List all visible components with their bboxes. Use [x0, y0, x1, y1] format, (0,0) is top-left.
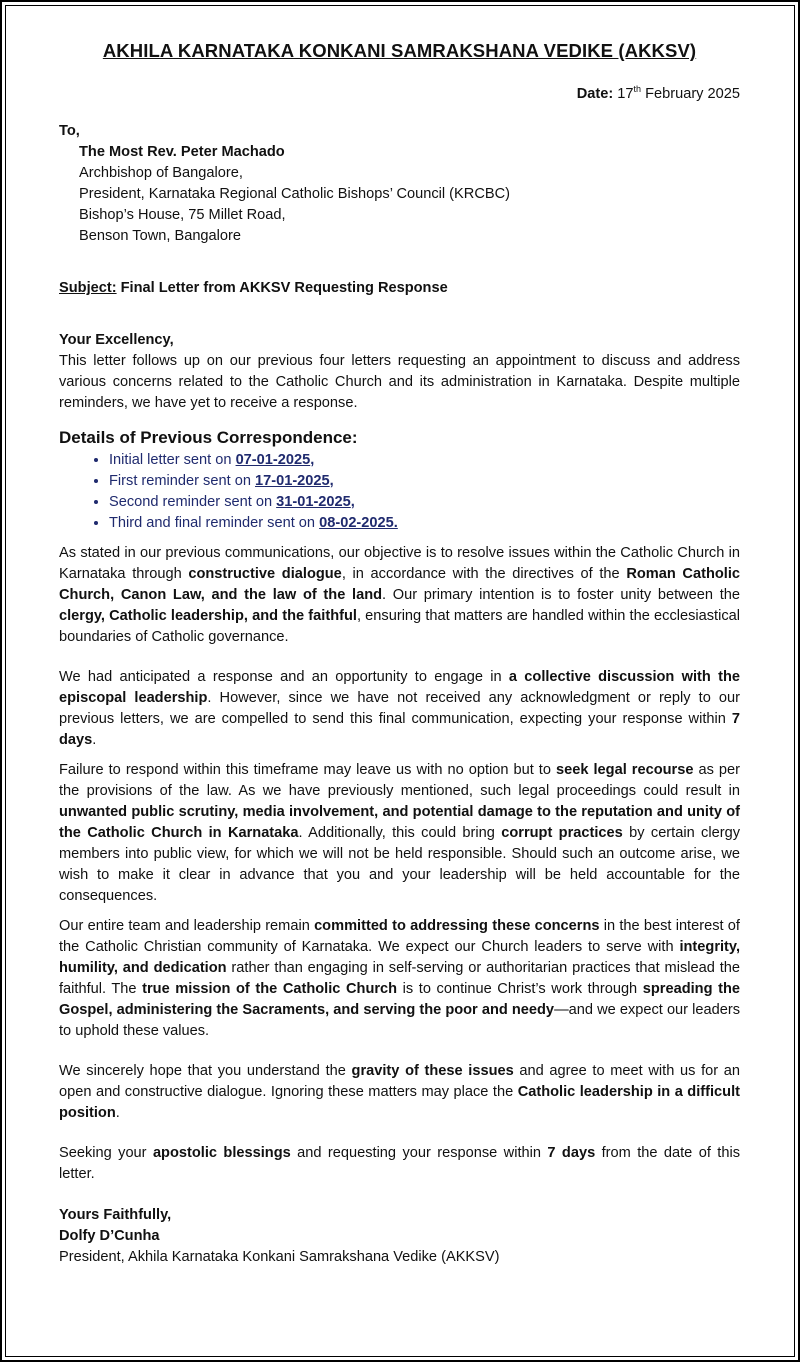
letter-body: [59, 38, 740, 1268]
correspondence-list: [59, 450, 740, 534]
date-day: 17: [617, 86, 634, 102]
correspondence-date: 17-01-2025: [255, 473, 330, 489]
paragraph-blessings: Seeking your apostolic blessings and requesting your response within 7 days from the date of this letter.: [59, 1145, 740, 1182]
paragraph-gravity: We sincerely hope that you understand the gravity of these issues and agree to meet with us for an open and constructive dialogue. Ignoring these matters may place the Catholic leadership in a difficult position.: [59, 1063, 741, 1121]
list-item: • Third and final reminder sent on 08-02-2025.: [109, 513, 740, 534]
sign-off: Yours Faithfully,: [59, 1207, 172, 1223]
paragraph-legal-recourse: Failure to respond within this timeframe may leave us with no option but to seek legal recourse as per the provisions of the law. As we have previously mentioned, such legal proceedings could result in unwanted public scrutiny, media involvement, and potential damage to the reputation and unity of the Catholic Church in Karnataka. Additionally, this could bring corrupt practices by certain clergy members into public view, for which we will not be held responsible. Should such an outcome arise, we wish to make it clear in advance that you and your leadership will be held accountable for the consequences.: [59, 762, 740, 904]
to-label: To,: [59, 123, 80, 139]
subject-line: [59, 278, 740, 299]
recipient-line-4: Benson Town, Bangalore: [79, 228, 241, 244]
recipient-block: [59, 121, 740, 247]
recipient-line-3: Bishop’s House, 75 Millet Road,: [79, 207, 286, 223]
recipient-line-1: Archbishop of Bangalore,: [79, 165, 243, 181]
letter-date: [59, 84, 740, 105]
correspondence-date: 31-01-2025: [276, 494, 351, 510]
correspondence-date: 08-02-2025.: [319, 515, 398, 531]
date-day-suffix: th: [633, 84, 642, 95]
date-rest: February 2025: [645, 86, 740, 102]
correspondence-date: 07-01-2025: [235, 452, 311, 468]
salutation: Your Excellency,: [59, 332, 174, 348]
date-label: Date:: [576, 86, 614, 102]
correspondence-heading: Details of Previous Correspondence:: [59, 428, 358, 447]
recipient-name: The Most Rev. Peter Machado: [79, 144, 285, 160]
recipient-line-2: President, Karnataka Regional Catholic Bishops’ Council (KRCBC): [79, 186, 510, 202]
signatory-name: Dolfy D’Cunha: [59, 1228, 160, 1244]
subject-label: Subject:: [59, 280, 117, 296]
list-item: • Second reminder sent on 31-01-2025,: [109, 492, 740, 513]
letter-title: AKHILA KARNATAKA KONKANI SAMRAKSHANA VEDIKE (AKKSV): [102, 40, 697, 61]
signatory-title: President, Akhila Karnataka Konkani Samrakshana Vedike (AKKSV): [59, 1249, 500, 1265]
intro-paragraph: This letter follows up on our previous four letters requesting an appointment to discuss and address various concerns related to the Catholic Church and its administration in Karnataka. Despite multiple reminders, we have yet to receive a response.: [59, 353, 740, 411]
paragraph-response-request: We had anticipated a response and an opportunity to engage in a collective discussion with the episcopal leadership. However, since we have not received any acknowledgment or reply to our previous letters, we are compelled to send this final communication, expecting your response within 7 days.: [59, 669, 741, 748]
list-item: • First reminder sent on 17-01-2025,: [109, 471, 740, 492]
paragraph-objective: As stated in our previous communications, our objective is to resolve issues within the Catholic Church in Karnataka through constructive dialogue, in accordance with the directives of the Roman Catholic Church, Canon Law, and the law of the land. Our primary intention is to foster unity between the clergy, Catholic leadership, and the faithful, ensuring that matters are handled within the ecclesiastical boundaries of Catholic governance.: [59, 545, 741, 645]
list-item: • Initial letter sent on 07-01-2025,: [109, 450, 740, 471]
signature-block: [59, 1205, 740, 1268]
subject-text: Final Letter from AKKSV Requesting Response: [120, 280, 448, 296]
paragraph-commitment: Our entire team and leadership remain committed to addressing these concerns in the best interest of the Catholic Christian community of Karnataka. We expect our Church leaders to serve with integrity, humility, and dedication rather than engaging in self-serving or authoritarian practices that mislead the faithful. The true mission of the Catholic Church is to continue Christ’s work through spreading the Gospel, administering the Sacraments, and serving the poor and needy—and we expect our leaders to uphold these values.: [59, 918, 740, 1039]
